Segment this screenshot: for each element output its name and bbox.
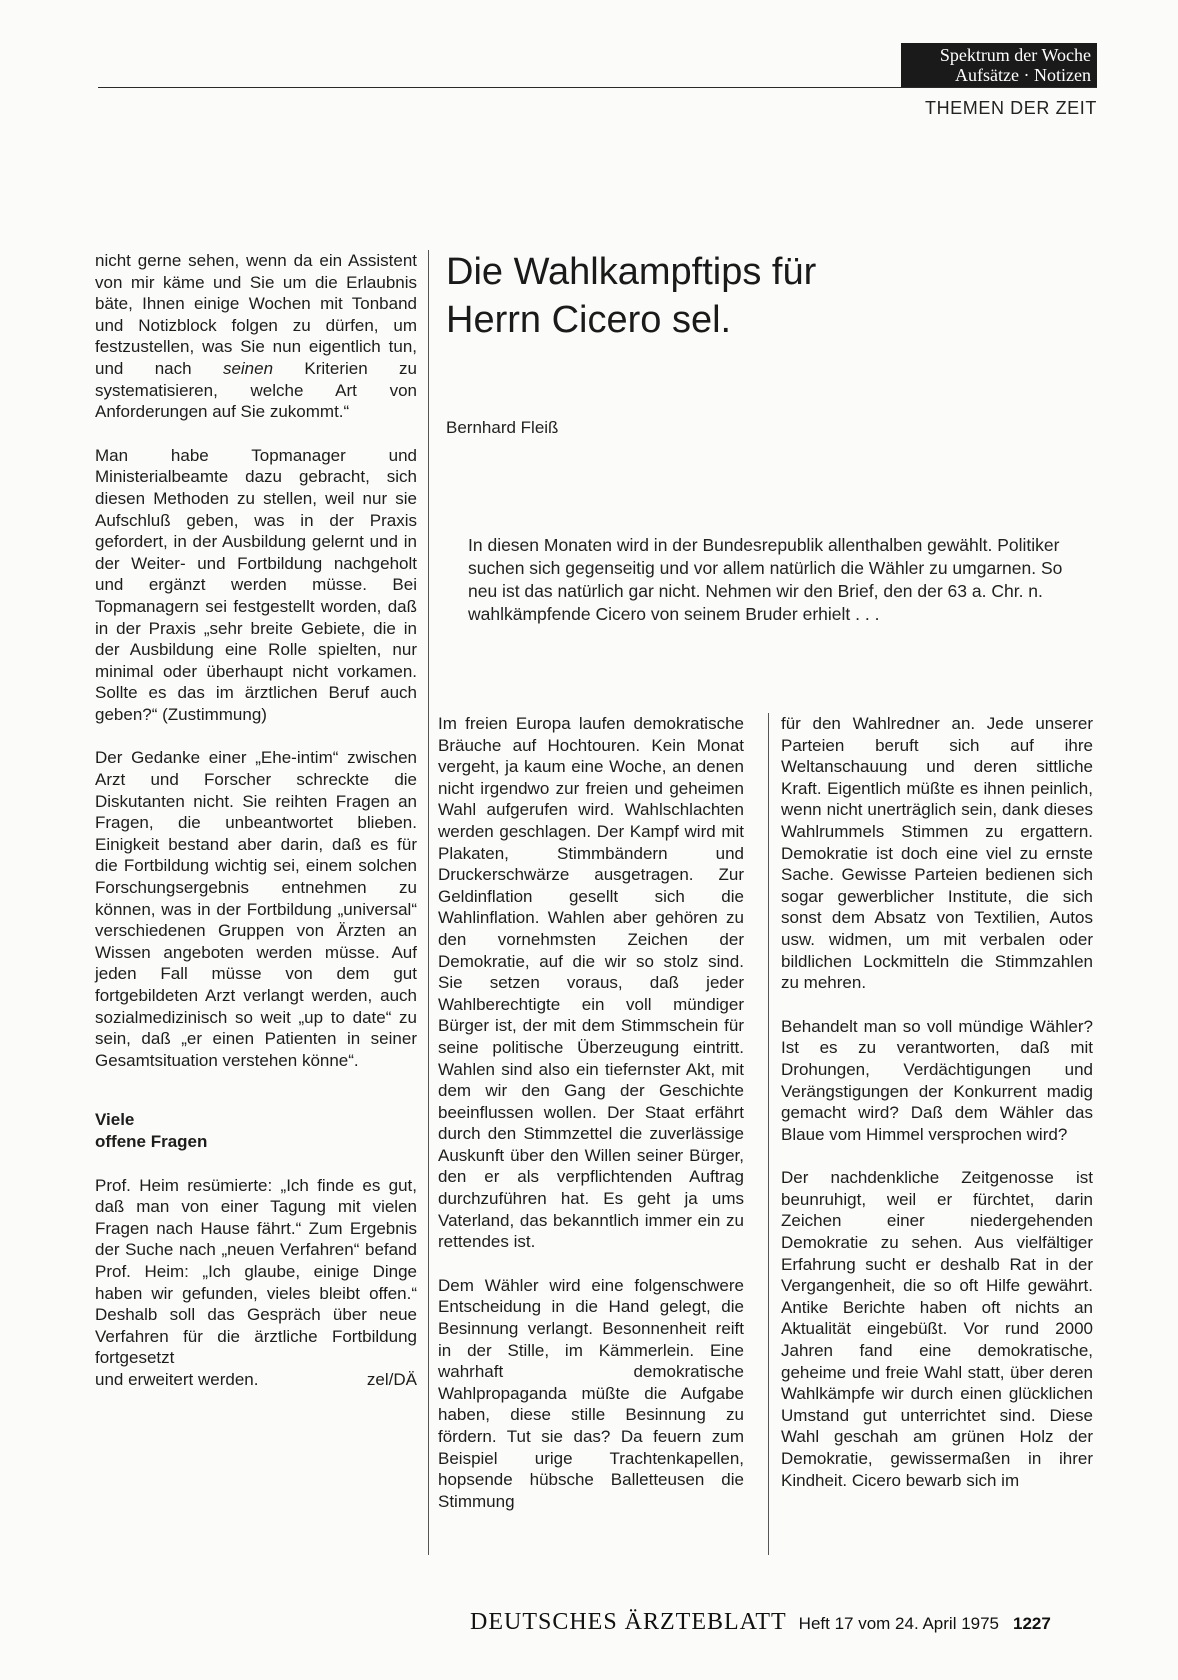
left-paragraph-4-end: und erweitert werden. xyxy=(95,1369,259,1389)
left-paragraph-3: Der Gedanke einer „Ehe-intim“ zwischen Arzt und Forscher schreckte die Diskutanten nicht. Sie reihten Fragen an Fragen, die unbeantwortet blieben. Einigkeit bestand aber darin, daß es für die Fortbildung wichtig sei, einem solchen Forschungsergebnis entnehmen zu können, was in der Fortbildung „universal“ verschiedenen Gruppen von Ärzten an Wissen angeboten werden müsse. Auf jeden Fall müsse von dem gut fortgebildeten Arzt verlangt werden, auch sozialmedizinisch so weit „up to date“ zu sein, daß „er einen Patienten in seiner Gesamtsituation verstehen könne“. xyxy=(95,748,417,1070)
title-line-2: Herrn Cicero sel. xyxy=(446,299,732,341)
article-author: Bernhard Fleiß xyxy=(446,418,559,437)
right-column xyxy=(781,713,1093,1491)
left-paragraph-1 xyxy=(95,250,417,423)
issue-info: Heft 17 vom 24. April 1975 xyxy=(798,1614,1000,1633)
right-paragraph-2: Behandelt man so voll mündige Wähler? Ist es zu verantworten, daß mit Drohungen, Verdächtigungen und Verängstigungen der Konkurrent madig gemacht wird? Daß dem Wähler das Blaue vom Himmel versprochen wird? xyxy=(781,1016,1093,1144)
left-column xyxy=(95,250,417,1391)
left-paragraph-1-b: Kriterien zu systematisieren, welche Art von Anforderungen auf Sie zukommt.“ xyxy=(95,358,417,422)
left-paragraph-4: Prof. Heim resümierte: „Ich finde es gut, daß man von einer Tagung mit vielen Fragen nach Hause fährt.“ Zum Ergebnis der Suche nach „neuen Verfahren“ befand Prof. Heim: „Ich glaube, einige Dinge haben wir gefunden, vieles bleibt offen.“ Deshalb soll das Gespräch über neue Verfahren für die ärztliche Fortbildung fortgesetzt xyxy=(95,1175,417,1368)
subheading-line-2: offene Fragen xyxy=(95,1131,208,1151)
left-paragraph-1-emphasis: seinen xyxy=(222,358,274,378)
left-paragraph-4-last-line xyxy=(95,1369,417,1391)
right-paragraph-3: Der nachdenkliche Zeitgenosse ist beunruhigt, weil er fürchtet, darin Zeichen einer niedergehenden Demokratie zu sehen. Aus vielfältiger Erfahrung sucht er deshalb Rat in der Vergangenheit, die so oft Hilfe gewährt. Antike Berichte haben oft nichts an Aktualität eingebüßt. Vor rund 2000 Jahren fand eine demokratische, geheime und freie Wahl statt, über deren Wahlkämpfe wir durch einen glücklichen Umstand gut unterrichtet sind. Diese Wahl geschah am grünen Holz der Demokratie, gewissermaßen in ihrer Kindheit. Cicero bewarb sich im xyxy=(781,1168,1093,1490)
section-title: THEMEN DER ZEIT xyxy=(924,98,1097,118)
section-badge xyxy=(901,43,1097,88)
header-rule xyxy=(98,87,1097,88)
middle-paragraph-1: Im freien Europa laufen demokratische Bräuche auf Hochtouren. Kein Monat vergeht, ja kaum eine Woche, an denen nicht irgendwo zur freien und geheimen Wahl aufgerufen wird. Wahlschlachten werden geschlagen. Der Kampf wird mit Plakaten, Stimmbändern und Druckerschwärze ausgetragen. Zur Geldinflation gesellt sich die Wahlinflation. Wahlen aber gehören zu den vornehmsten Zeichen der Demokratie, auf die wir so stolz sind. Sie setzen voraus, daß jeder Wahlberechtigte ein voll mündiger Bürger ist, der mit dem Stimmschein für seine politische Überzeugung eintritt. Wahlen sind also ein tiefernster Akt, mit dem wir den Gang der Geschichte beeinflussen wollen. Der Staat erfährt durch den Stimmzettel die zuverlässige Auskunft über den Willen seiner Bürger, den er als verpflichtenden Auftrag durchzuführen hat. Es geht ja ums Vaterland, das bekanntlich immer ein zu rettendes ist. xyxy=(438,714,744,1252)
left-paragraph-2: Man habe Topmanager und Ministerialbeamte dazu gebracht, sich diesen Methoden zu stellen, weil nur sie Aufschluß geben, was in der Praxis gefordert, in der Ausbildung gelernt und in der Weiter- und Fortbildung nachgeholt und ergänzt werden müsse. Bei Topmanagern sei festgestellt worden, daß in der Praxis „sehr breite Gebiete, die in der Ausbildung eine Rolle spielten, nur minimal oder überhaupt nicht vorkamen. Sollte es das im ärztlichen Beruf auch geben?“ (Zustimmung) xyxy=(95,445,417,724)
badge-line-1: Spektrum der Woche xyxy=(939,45,1091,65)
badge-line-2: Aufsätze · Notizen xyxy=(955,65,1091,85)
column-divider xyxy=(768,713,769,1555)
title-line-1: Die Wahlkampftips für xyxy=(446,251,817,293)
author-signoff: zel/DÄ xyxy=(366,1369,417,1389)
middle-paragraph-2: Dem Wähler wird eine folgenschwere Entscheidung in die Hand gelegt, die Besinnung verlangt. Besonnenheit reift in der Stille, im Kämmerlein. Eine wahrhaft demokratische Wahlpropaganda müßte die Aufgabe haben, diese stille Besinnung zu fördern. Tut sie das? Da feuern zum Beispiel urige Trachtenkapellen, hopsende hübsche Balletteusen die Stimmung xyxy=(438,1275,744,1511)
subheading xyxy=(95,1109,417,1152)
journal-name: DEUTSCHES ÄRZTEBLATT xyxy=(470,1609,787,1635)
column-divider xyxy=(428,250,429,1555)
article-lead: In diesen Monaten wird in der Bundesrepublik allenthalben gewählt. Politiker suchen sich gegenseitig und vor allem natürlich die Wähler zu umgarnen. So neu ist das natürlich gar nicht. Nehmen wir den Brief, den der 63 a. Chr. n. wahlkämpfende Cicero von seinem Bruder erhielt . . . xyxy=(468,535,1063,624)
right-paragraph-1: für den Wahlredner an. Jede unserer Parteien beruft sich auf ihre Weltanschauung und deren sittliche Kraft. Eigentlich müßte es ihnen peinlich, wenn nicht unerträglich sein, dank dieses Wahlrummels Stimmen zu ergattern. Demokratie ist doch eine viel zu ernste Sache. Gewisse Parteien bedienen sich sogar gewerblicher Institute, die sich sonst dem Absatz von Textilien, Autos usw. widmen, um mit verbalen oder bildlichen Lockmitteln die Stimmzahlen zu mehren. xyxy=(781,714,1093,993)
subheading-line-1: Viele xyxy=(95,1110,135,1130)
middle-column xyxy=(438,713,744,1512)
left-paragraph-1-a: nicht gerne sehen, wenn da ein Assistent von mir käme und Sie um die Erlaubnis bäte, Ihnen einige Wochen mit Tonband und Notizblock folgen zu dürfen, um festzustellen, was Sie nun eigentlich tun, und nach xyxy=(95,251,417,378)
article-title xyxy=(446,248,1046,344)
page-footer xyxy=(470,1609,1100,1636)
page-number: 1227 xyxy=(1013,1614,1051,1633)
